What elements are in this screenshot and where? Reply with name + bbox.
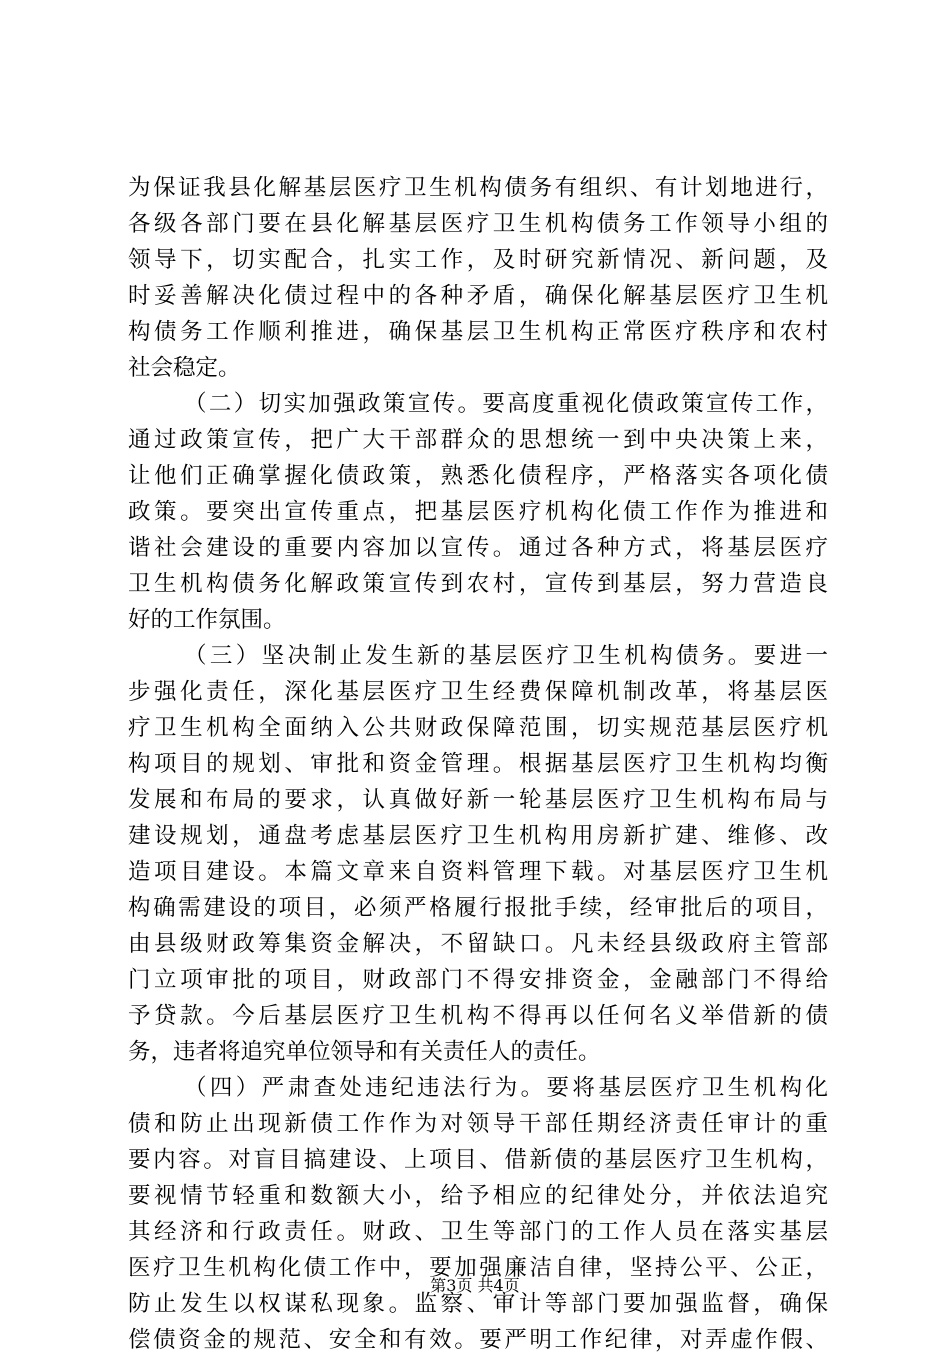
text-line: 要内容。对盲目搞建设、上项目、借新债的基层医疗卫生机构，: [128, 1147, 828, 1173]
text-line: 医疗卫生机构化债工作中，要加强廉洁自律，坚持公平、公正，: [128, 1255, 828, 1281]
text-line: 政策。要突出宣传重点，把基层医疗机构化债工作作为推进和: [128, 499, 828, 525]
text-line: （三）坚决制止发生新的基层医疗卫生机构债务。要进一: [184, 643, 828, 669]
page-footer: 第3页 共4页: [430, 1276, 520, 1295]
text-line: 予贷款。今后基层医疗卫生机构不得再以任何名义举借新的债: [128, 1003, 828, 1029]
text-line: 造项目建设。本篇文章来自资料管理下载。对基层医疗卫生机: [128, 859, 828, 885]
text-line: 让他们正确掌握化债政策，熟悉化债程序，严格落实各项化债: [128, 463, 828, 489]
text-line: 要视情节轻重和数额大小，给予相应的纪律处分，并依法追究: [128, 1183, 828, 1209]
text-line: 偿债资金的规范、安全和有效。要严明工作纪律，对弄虚作假、: [128, 1327, 828, 1353]
text-line: 债和防止出现新债工作作为对领导干部任期经济责任审计的重: [128, 1111, 828, 1137]
text-line: 建设规划，通盘考虑基层医疗卫生机构用房新扩建、维修、改: [128, 823, 828, 849]
text-line: 社会稳定。: [128, 355, 241, 381]
text-line: 务，违者将追究单位领导和有关责任人的责任。: [128, 1039, 601, 1065]
text-line: 构确需建设的项目，必须严格履行报批手续，经审批后的项目，: [128, 895, 828, 921]
text-line: 构项目的规划、审批和资金管理。根据基层医疗卫生机构均衡: [128, 751, 828, 777]
text-line: 疗卫生机构全面纳入公共财政保障范围，切实规范基层医疗机: [128, 715, 828, 741]
text-line: （四）严肃查处违纪违法行为。要将基层医疗卫生机构化: [184, 1075, 828, 1101]
text-line: 通过政策宣传，把广大干部群众的思想统一到中央决策上来，: [128, 427, 828, 453]
text-line: 为保证我县化解基层医疗卫生机构债务有组织、有计划地进行，: [128, 175, 828, 201]
text-line: 防止发生以权谋私现象。监察、审计等部门要加强监督，确保: [128, 1291, 828, 1317]
text-line: （二）切实加强政策宣传。要高度重视化债政策宣传工作，: [184, 391, 828, 417]
text-line: 时妥善解决化债过程中的各种矛盾，确保化解基层医疗卫生机: [128, 283, 828, 309]
text-line: 步强化责任，深化基层医疗卫生经费保障机制改革，将基层医: [128, 679, 828, 705]
text-line: 卫生机构债务化解政策宣传到农村，宣传到基层，努力营造良: [128, 571, 828, 597]
document-body: [128, 170, 828, 1358]
text-line: 好的工作氛围。: [128, 607, 286, 633]
text-line: 构债务工作顺利推进，确保基层卫生机构正常医疗秩序和农村: [128, 319, 828, 345]
text-line: 门立项审批的项目，财政部门不得安排资金，金融部门不得给: [128, 967, 828, 993]
text-line: 发展和布局的要求，认真做好新一轮基层医疗卫生机构布局与: [128, 787, 828, 813]
text-line: 其经济和行政责任。财政、卫生等部门的工作人员在落实基层: [128, 1219, 828, 1245]
text-line: 领导下，切实配合，扎实工作，及时研究新情况、新问题，及: [128, 247, 828, 273]
text-line: 由县级财政筹集资金解决，不留缺口。凡未经县级政府主管部: [128, 931, 828, 957]
text-line: 谐社会建设的重要内容加以宣传。通过各种方式，将基层医疗: [128, 535, 828, 561]
text-line: 各级各部门要在县化解基层医疗卫生机构债务工作领导小组的: [128, 211, 828, 237]
